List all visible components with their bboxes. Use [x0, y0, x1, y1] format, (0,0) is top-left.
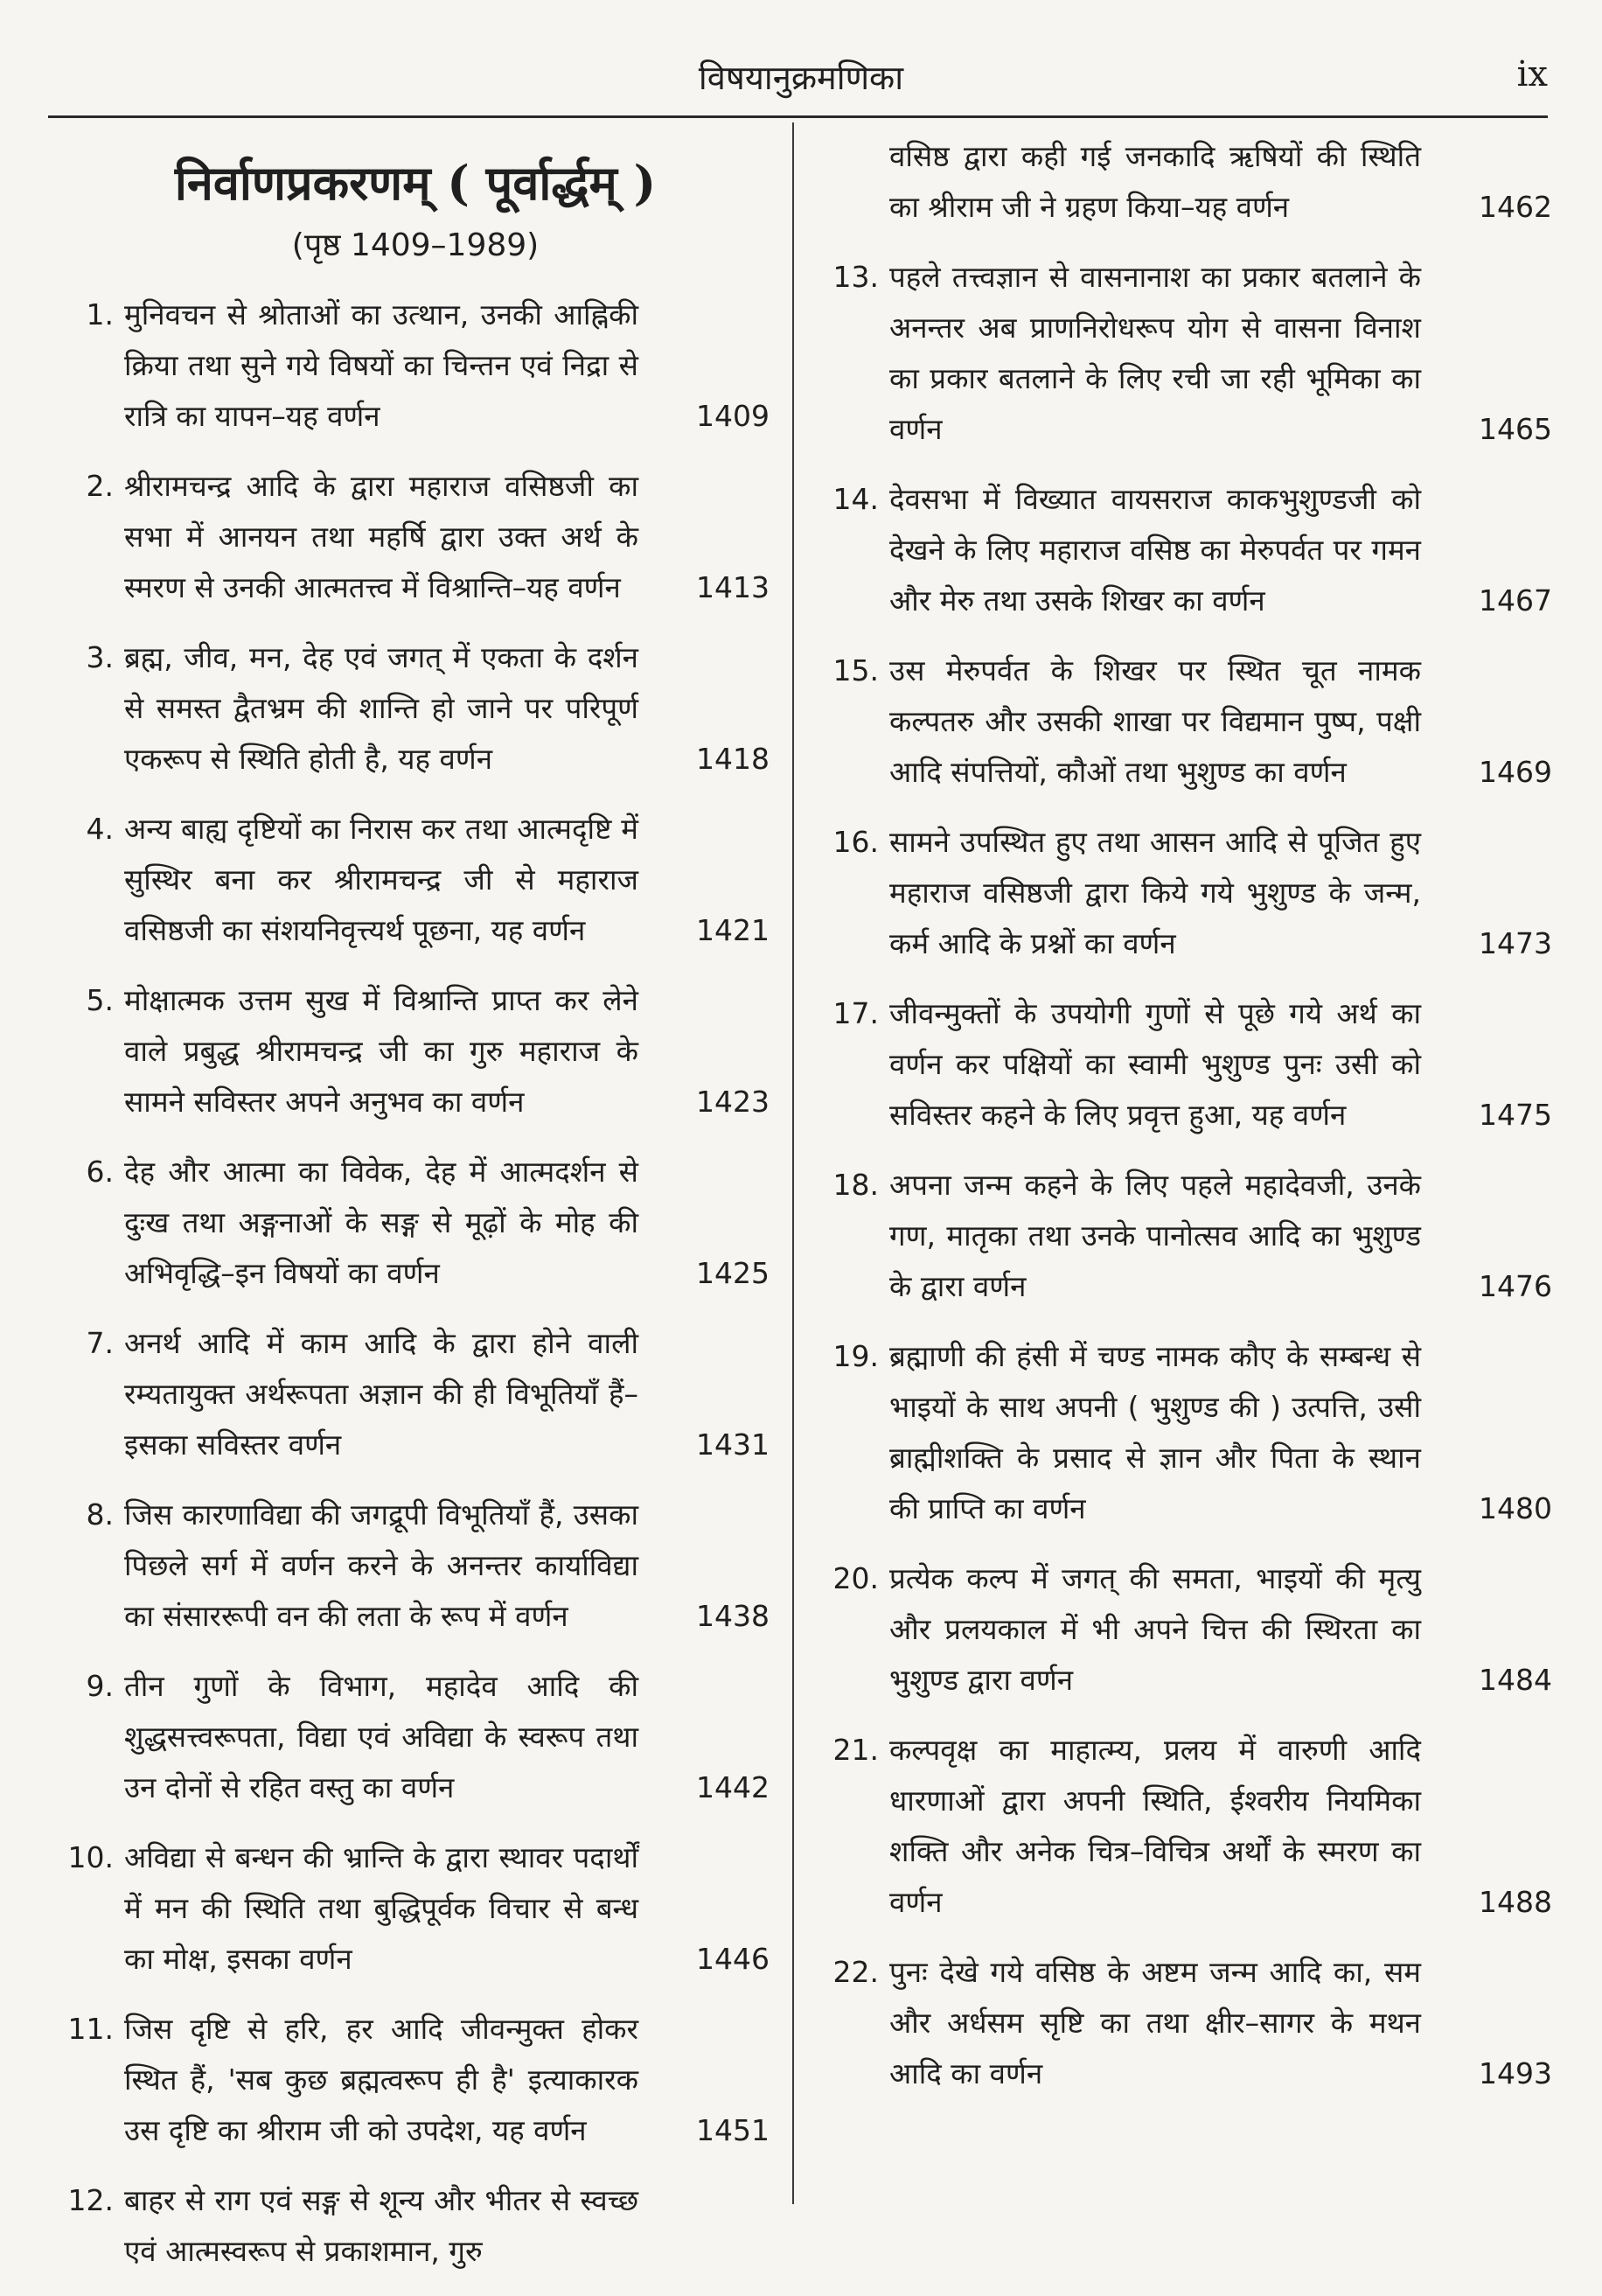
- entry-text: मुनिवचन से श्रोताओं का उत्थान, उनकी आह्निकी क्रिया तथा सुने गये विषयों का चिन्तन एवं निद्रा से रात्रि का यापन–यह वर्णन: [124, 297, 638, 433]
- header-rule: [48, 115, 1548, 118]
- entry-number: 10.: [67, 1840, 114, 1874]
- toc-entry: [61, 804, 770, 956]
- toc-entry: [61, 1490, 770, 1642]
- entry-page: 1451: [696, 2113, 770, 2147]
- entry-page: 1421: [696, 913, 770, 947]
- entry-number: 2.: [86, 469, 114, 503]
- running-title: विषयानुक्रमणिका: [698, 59, 904, 97]
- toc-entry: [826, 1725, 1552, 1928]
- entry-text: ब्रह्माणी की हंसी में चण्ड नामक कौए के सम्बन्ध से भाइयों के साथ अपनी ( भुशुण्ड की ) उत्पत्ति, उसी ब्राह्मीशक्ति के प्रसाद से ज्ञान और पिता के स्थान की प्राप्ति का वर्णन: [889, 1339, 1421, 1525]
- entry-number: 4.: [86, 812, 114, 846]
- entry-text: जिस दृष्टि से हरि, हर आदि जीवन्मुक्त होकर स्थित हैं, 'सब कुछ ब्रह्मत्वरूप ही है' इत्याकारक उस दृष्टि का श्रीराम जी को उपदेश, यह वर्णन: [124, 2012, 638, 2147]
- entry-page: 1493: [1479, 2056, 1552, 2090]
- entry-page: 1431: [696, 1427, 770, 1462]
- toc-entry: [61, 632, 770, 785]
- entry-text: सामने उपस्थित हुए तथा आसन आदि से पूजित हुए महाराज वसिष्ठजी द्वारा किये गये भुशुण्ड के जन्म, कर्म आदि के प्रश्नों का वर्णन: [889, 825, 1421, 960]
- entry-text: मोक्षात्मक उत्तम सुख में विश्रान्ति प्राप्त कर लेने वाले प्रबुद्ध श्रीरामचन्द्र जी का गुरु महाराज के सामने सविस्तर अपने अनुभव का वर्णन: [124, 983, 638, 1119]
- toc-list-right: [826, 131, 1552, 2099]
- entry-text: अपना जन्म कहने के लिए पहले महादेवजी, उनके गण, मातृका तथा उनके पानोत्सव आदि का भुशुण्ड के द्वारा वर्णन: [889, 1168, 1421, 1303]
- section-subtitle: (पृष्ठ 1409–1989): [291, 227, 540, 263]
- entry-number: 21.: [832, 1733, 879, 1767]
- toc-entry: [61, 1832, 770, 1985]
- entry-number: 3.: [86, 640, 114, 674]
- entry-text: अन्य बाह्य दृष्टियों का निरास कर तथा आत्मदृष्टि में सुस्थिर बना कर श्रीरामचन्द्र जी से महाराज वसिष्ठजी का संशयनिवृत्त्यर्थ पूछना, यह वर्णन: [124, 812, 638, 947]
- entry-text: जिस कारणाविद्या की जगद्रूपी विभूतियाँ हैं, उसका पिछले सर्ग में वर्णन करने के अनन्तर कार्याविद्या का संसाररूपी वन की लता के रूप में वर्णन: [124, 1497, 638, 1633]
- toc-entry-continuation: [826, 131, 1552, 233]
- entry-text: कल्पवृक्ष का माहात्म्य, प्रलय में वारुणी आदि धारणाओं द्वारा अपनी स्थिति, ईश्वरीय नियमिका शक्ति और अनेक चित्र–विचित्र अर्थों के स्मरण का वर्णन: [889, 1733, 1421, 1919]
- toc-entry: [61, 1147, 770, 1299]
- entry-text: प्रत्येक कल्प में जगत् की समता, भाइयों की मृत्यु और प्रलयकाल में भी अपने चित्त की स्थिरता का भुशुण्ड द्वारा वर्णन: [889, 1561, 1421, 1697]
- toc-entry: [826, 474, 1552, 626]
- toc-entry: [826, 1553, 1552, 1706]
- entry-page: 1413: [696, 570, 770, 604]
- entry-number: 12.: [67, 2183, 114, 2217]
- entry-page: 1446: [696, 1942, 770, 1976]
- entry-number: 17.: [832, 996, 879, 1030]
- entry-page: 1409: [696, 399, 770, 433]
- entry-number: 8.: [86, 1497, 114, 1532]
- toc-entry: [826, 646, 1552, 798]
- toc-entry: [61, 1661, 770, 1813]
- entry-text: ब्रह्म, जीव, मन, देह एवं जगत् में एकता के दर्शन से समस्त द्वैतभ्रम की शान्ति हो जाने पर परिपूर्ण एकरूप से स्थिति होती है, यह वर्णन: [124, 640, 638, 776]
- section-title: निर्वाणप्रकरणम् ( पूर्वार्द्धम् ): [174, 155, 657, 211]
- entry-page: 1484: [1479, 1663, 1552, 1697]
- entry-page: 1442: [696, 1770, 770, 1804]
- entry-number: 22.: [832, 1955, 879, 1989]
- entry-text: पहले तत्त्वज्ञान से वासनानाश का प्रकार बतलाने के अनन्तर अब प्राणनिरोधरूप योग से वासना विनाश का प्रकार बतलाने के लिए रची जा रही भूमिका का वर्णन: [889, 260, 1421, 446]
- toc-entry: [61, 1318, 770, 1470]
- right-column: [826, 131, 1552, 2118]
- entry-text: वसिष्ठ द्वारा कही गई जनकादि ऋषियों की स्थिति का श्रीराम जी ने ग्रहण किया–यह वर्णन: [889, 139, 1421, 224]
- entry-number: 1.: [86, 297, 114, 331]
- entry-page: 1465: [1479, 412, 1552, 446]
- entry-text: देवसभा में विख्यात वायसराज काकभुशुण्डजी को देखने के लिए महाराज वसिष्ठ का मेरुपर्वत पर गमन और मेरु तथा उसके शिखर का वर्णन: [889, 482, 1421, 618]
- entry-page: 1473: [1479, 926, 1552, 960]
- toc-entry: [826, 252, 1552, 455]
- entry-text: बाहर से राग एवं सङ्ग से शून्य और भीतर से स्वच्छ एवं आत्मस्वरूप से प्रकाशमान, गुरु: [124, 2183, 638, 2268]
- entry-text: उस मेरुपर्वत के शिखर पर स्थित चूत नामक कल्पतरु और उसकी शाखा पर विद्यमान पुष्प, पक्षी आदि संपत्तियों, कौओं तथा भुशुण्ड का वर्णन: [889, 653, 1421, 789]
- entry-page: 1423: [696, 1085, 770, 1119]
- column-divider: [792, 122, 794, 2204]
- toc-entry: [61, 2175, 770, 2277]
- entry-page: 1475: [1479, 1098, 1552, 1132]
- entry-text: अनर्थ आदि में काम आदि के द्वारा होने वाली रम्यतायुक्त अर्थरूपता अज्ञान की ही विभूतियाँ हैं–इसका सविस्तर वर्णन: [124, 1326, 638, 1462]
- entry-page: 1467: [1479, 583, 1552, 618]
- entry-number: 9.: [86, 1669, 114, 1703]
- entry-number: 16.: [832, 825, 879, 859]
- entry-number: 6.: [86, 1155, 114, 1189]
- toc-entry: [826, 1160, 1552, 1312]
- entry-page: 1438: [696, 1599, 770, 1633]
- entry-text: पुनः देखे गये वसिष्ठ के अष्टम जन्म आदि का, सम और अर्धसम सृष्टि का तथा क्षीर–सागर के मथन आदि का वर्णन: [889, 1955, 1421, 2090]
- entry-page: 1469: [1479, 755, 1552, 789]
- entry-number: 15.: [832, 653, 879, 687]
- toc-entry: [61, 2004, 770, 2156]
- entry-page: 1480: [1479, 1491, 1552, 1525]
- entry-number: 19.: [832, 1339, 879, 1373]
- entry-number: 20.: [832, 1561, 879, 1595]
- entry-number: 11.: [67, 2012, 114, 2046]
- toc-entry: [826, 988, 1552, 1141]
- left-column: [61, 131, 770, 2296]
- entry-text: तीन गुणों के विभाग, महादेव आदि की शुद्धसत्त्वरूपता, विद्या एवं अविद्या के स्वरूप तथा उन दोनों से रहित वस्तु का वर्णन: [124, 1669, 638, 1804]
- entry-text: अविद्या से बन्धन की भ्रान्ति के द्वारा स्थावर पदार्थों में मन की स्थिति तथा बुद्धिपूर्वक विचार से बन्ध का मोक्ष, इसका वर्णन: [124, 1840, 638, 1976]
- entry-text: देह और आत्मा का विवेक, देह में आत्मदर्शन से दुःख तथा अङ्गनाओं के सङ्ग से मूढ़ों के मोह की अभिवृद्धि–इन विषयों का वर्णन: [124, 1155, 638, 1290]
- toc-entry: [61, 290, 770, 442]
- entry-page: 1418: [696, 742, 770, 776]
- toc-entry: [61, 461, 770, 613]
- entry-number: 13.: [832, 260, 879, 294]
- entry-number: 7.: [86, 1326, 114, 1360]
- entry-number: 5.: [86, 983, 114, 1017]
- toc-entry: [61, 975, 770, 1127]
- running-header: [0, 54, 1602, 107]
- toc-entry: [826, 1331, 1552, 1534]
- entry-text: श्रीरामचन्द्र आदि के द्वारा महाराज वसिष्ठजी का सभा में आनयन तथा महर्षि द्वारा उक्त अर्थ के स्मरण से उनकी आत्मतत्त्व में विश्रान्ति–यह वर्णन: [124, 469, 638, 604]
- page-number: ix: [1516, 54, 1548, 94]
- entry-page: 1476: [1479, 1269, 1552, 1303]
- entry-number: 14.: [832, 482, 879, 516]
- toc-entry: [826, 1947, 1552, 2099]
- toc-list-left: [61, 290, 770, 2277]
- entry-page: 1488: [1479, 1885, 1552, 1919]
- entry-number: 18.: [832, 1168, 879, 1202]
- entry-text: जीवन्मुक्तों के उपयोगी गुणों से पूछे गये अर्थ का वर्णन कर पक्षियों का स्वामी भुशुण्ड पुनः उसी को सविस्तर कहने के लिए प्रवृत्त हुआ, यह वर्णन: [889, 996, 1421, 1132]
- entry-page: 1425: [696, 1256, 770, 1290]
- toc-entry: [826, 817, 1552, 969]
- entry-page: 1462: [1479, 190, 1552, 224]
